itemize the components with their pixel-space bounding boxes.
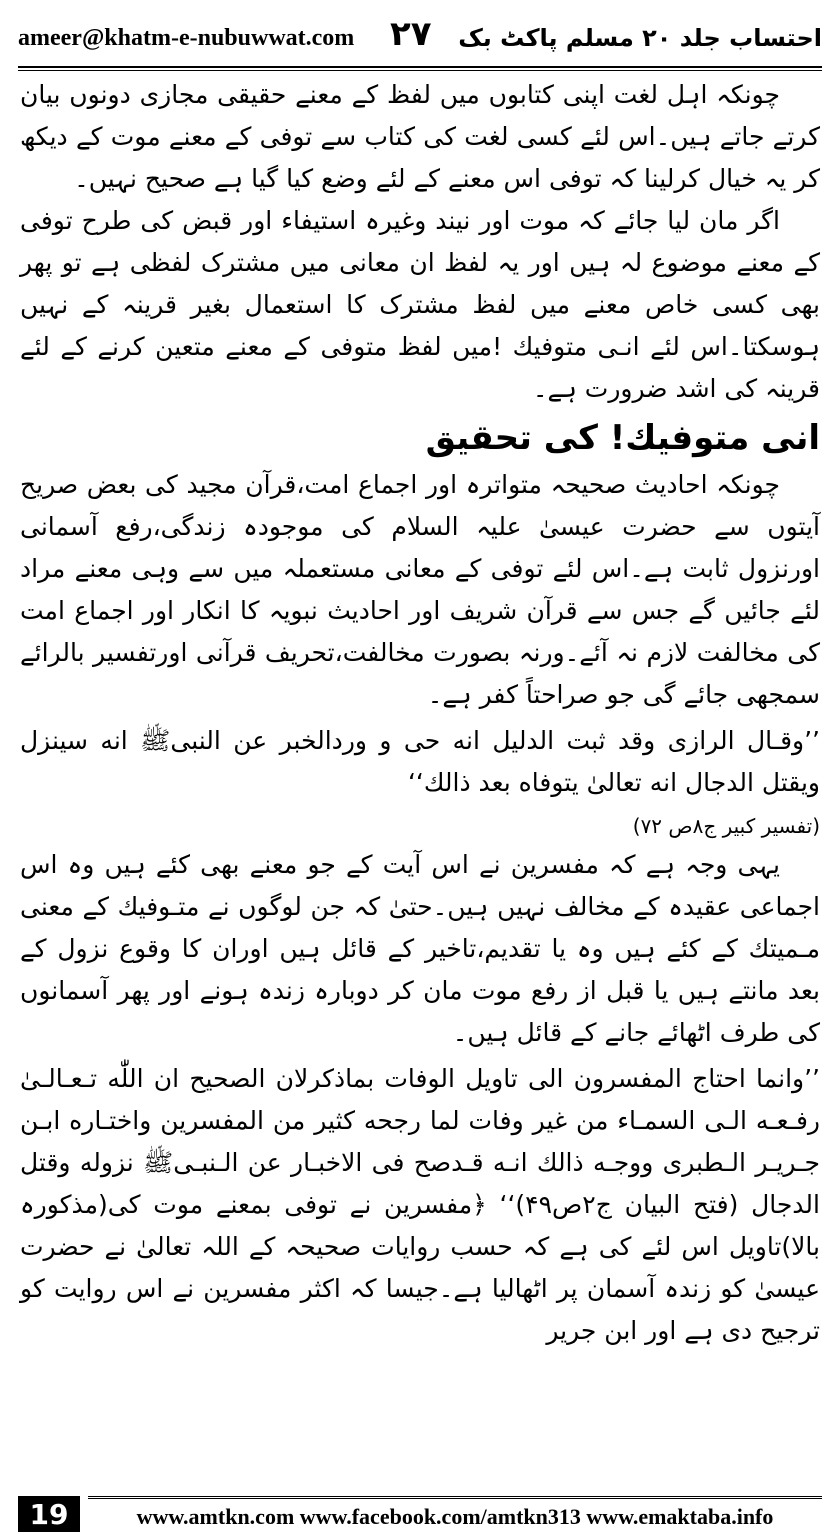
header-book-title: احتساب جلد ۲۰ مسلم پاکٹ بک xyxy=(458,24,822,52)
footer-links: www.amtkn.com www.facebook.com/amtkn313 www.emaktaba.info xyxy=(88,1496,822,1532)
arabic-quote-1: ’’وقـال الرازی وقد ثبت الدلیل انه حی و وردالخبر عن النبیﷺ انه سینزل ویقتل الدجال انه تعالیٰ یتوفاه بعد ذالك‘‘ xyxy=(20,726,820,797)
page-body xyxy=(20,74,820,1352)
paragraph-4: یہی وجہ ہے کہ مفسرین نے اس آیت کے جو معنے بھی کئے ہیں وہ اس اجماعی عقیدہ کے مخالف نہیں ہیں۔حتیٰ کہ جن لوگوں نے متـوفيك کے معنی مـمیتك کے کئے ہیں وہ یا تقدیم،تاخیر کے قائل ہیں اوران کا وقوع نزول کے بعد مانتے ہیں یا قبل از رفع موت مان کر دوبارہ زندہ ہونے اور پھر آسمانوں کی طرف اٹھائے جانے کے قائل ہیں۔ xyxy=(20,850,820,1047)
footer-page-number: 19 xyxy=(18,1496,80,1532)
reference-1: (تفسیر کبیر ج۸ص ۷۲) xyxy=(632,814,820,838)
paragraph-1: چونکہ اہل لغت اپنی کتابوں میں لفظ کے معنے حقیقی مجازی دونوں بیان کرتے جاتے ہیں۔اس لئے کسی لغت کی کتاب سے توفی کے معنے موت کے دیکھ کر یہ خیال کرلینا کہ توفی اس معنے کے لئے وضع کیا گیا ہے صحیح نہیں۔ xyxy=(20,80,820,193)
section-heading: انی متوفيك! کی تحقیق xyxy=(425,418,820,458)
page-header xyxy=(18,14,822,62)
header-divider xyxy=(18,66,822,71)
header-email: ameer@khatm-e-nubuwwat.com xyxy=(18,24,355,51)
header-page-number: ۲۷ xyxy=(390,14,432,54)
paragraph-3: چونکہ احادیث صحیحہ متواترہ اور اجماع امت،قرآن مجید کی بعض صریح آیتوں سے حضرت عیسیٰ علیہ السلام کی موجودہ زندگی،رفع آسمانی اورنزول ثابت ہے۔اس لئے توفی کے معانی مستعملہ میں سے وہی معنے مراد لئے جائیں گے جس سے قرآن شریف اور احادیث نبویہ کا انکار اور اجماع امت کی مخالفت لازم نہ آئے۔ورنہ بصورت مخالفت،تحریف قرآنی اورتفسیر بالرائے سمجھی جائے گی جو صراحتاً کفر ہے۔ xyxy=(20,470,820,709)
page-footer xyxy=(18,1496,822,1532)
arabic-quote-2: ’’وانما احتاج المفسرون الی تاویل الوفات بماذکرلان الصحیح ان اللّٰه تـعـالـیٰ رفـعـه الـی السمـاء من غیر وفات لما رجحه کثیر من المفسرین واختـاره ابـن جـریـر الـطبری ووجـه ذالك انـه قـدصح فی الاخبـار عن الـنبـیﷺ نزوله وقتل الدجال (فتح البیان ج۲ص۴۹)‘‘ ﴿مفسرین نے توفی بمعنے موت کی(مذکورہ بالا)تاویل اس لئے کی ہے کہ حسب روایات صحیحہ کے اللہ تعالیٰ نے حضرت عیسیٰ کو زندہ آسمان پر اٹھالیا ہے۔جیسا کہ اکثر مفسرین نے اس روایت کو ترجیح دی ہے اور ابن جریر xyxy=(20,1064,820,1345)
paragraph-2: اگر مان لیا جائے کہ موت اور نیند وغیرہ استیفاء اور قبض کی طرح توفی کے معنے موضوع لہ ہیں اور یہ لفظ ان معانی میں مشترک لفظی ہے تو پھر بھی کسی خاص معنے میں لفظ مشترک کا استعمال بغیر قرینہ کے نہیں ہوسکتا۔اس لئے انـی متوفيك !میں لفظ متوفی کے معنے متعین کرنے کے لئے قرینہ کی اشد ضرورت ہے۔ xyxy=(20,206,820,403)
